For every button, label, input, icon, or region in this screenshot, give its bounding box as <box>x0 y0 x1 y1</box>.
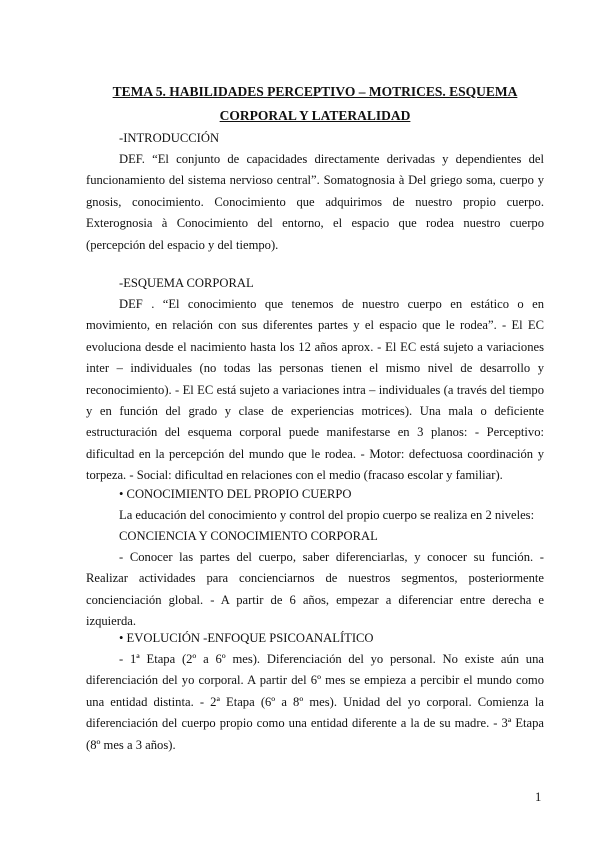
page-number: 1 <box>535 790 542 804</box>
intro-paragraph: DEF. “El conjunto de capacidades directamente derivadas y dependientes del funcionamiento del sistema nervioso central”. Somatognosia à Del griego soma, cuerpo y gnosis, conocimiento. Conocimiento que adquirimos de nuestro propio cuerpo. Exterognosia à Conocimiento del entorno, el espacio que rodea nuestro cuerpo (percepción del espacio y del tiempo). <box>86 152 544 252</box>
title-line-2: CORPORAL Y LATERALIDAD <box>219 108 411 123</box>
esquema-heading: -ESQUEMA CORPORAL <box>119 276 254 290</box>
title-line-1: TEMA 5. HABILIDADES PERCEPTIVO – MOTRICES. ESQUEMA <box>112 84 518 99</box>
evolucion-heading: • EVOLUCIÓN -ENFOQUE PSICOANALÍTICO <box>119 631 374 645</box>
conocimiento-paragraph: La educación del conocimiento y control del propio cuerpo se realiza en 2 niveles: <box>119 508 535 522</box>
conciencia-heading: CONCIENCIA Y CONOCIMIENTO CORPORAL <box>119 529 378 543</box>
esquema-paragraph: DEF . “El conocimiento que tenemos de nuestro cuerpo en estático o en movimiento, en relación con sus diferentes partes y el espacio que le rodea”. - El EC evoluciona desde el nacimiento hasta los 12 años aprox. - El EC está sujeto a variaciones inter – individuales (no todas las personas tienen el mismo nivel de desarrollo y reconocimiento). - El EC está sujeto a variaciones intra – individuales (a través del tiempo y en función del grado y clase de experiencias motrices). Una mala o deficiente estructuración del esquema corporal puede manifestarse en 3 planos: - Perceptivo: dificultad en la percepción del mundo que le rodea. - Motor: defectuosa coordinación y torpeza. - Social: dificultad en relaciones con el medio (fracaso escolar y familiar). <box>86 297 544 483</box>
conocimiento-heading: • CONOCIMIENTO DEL PROPIO CUERPO <box>119 487 352 501</box>
intro-heading: -INTRODUCCIÓN <box>119 131 220 145</box>
evolucion-paragraph: - 1ª Etapa (2º a 6º mes). Diferenciación del yo personal. No existe aún una diferenciación del yo corporal. A partir del 6º mes se empieza a percibir el mundo como una entidad distinta. - 2ª Etapa (6º a 8º mes). Unidad del yo corporal. Comienza la diferenciación del cuerpo propio como una entidad diferente a la de su madre. - 3ª Etapa (8º mes a 3 años). <box>86 652 544 752</box>
conciencia-paragraph: - Conocer las partes del cuerpo, saber diferenciarlas, y conocer su función. - Realizar actividades para concienciarnos de nuestros segmentos, posteriormente concienciación global. - A partir de 6 años, empezar a diferenciar entre derecha e izquierda. <box>86 550 544 629</box>
